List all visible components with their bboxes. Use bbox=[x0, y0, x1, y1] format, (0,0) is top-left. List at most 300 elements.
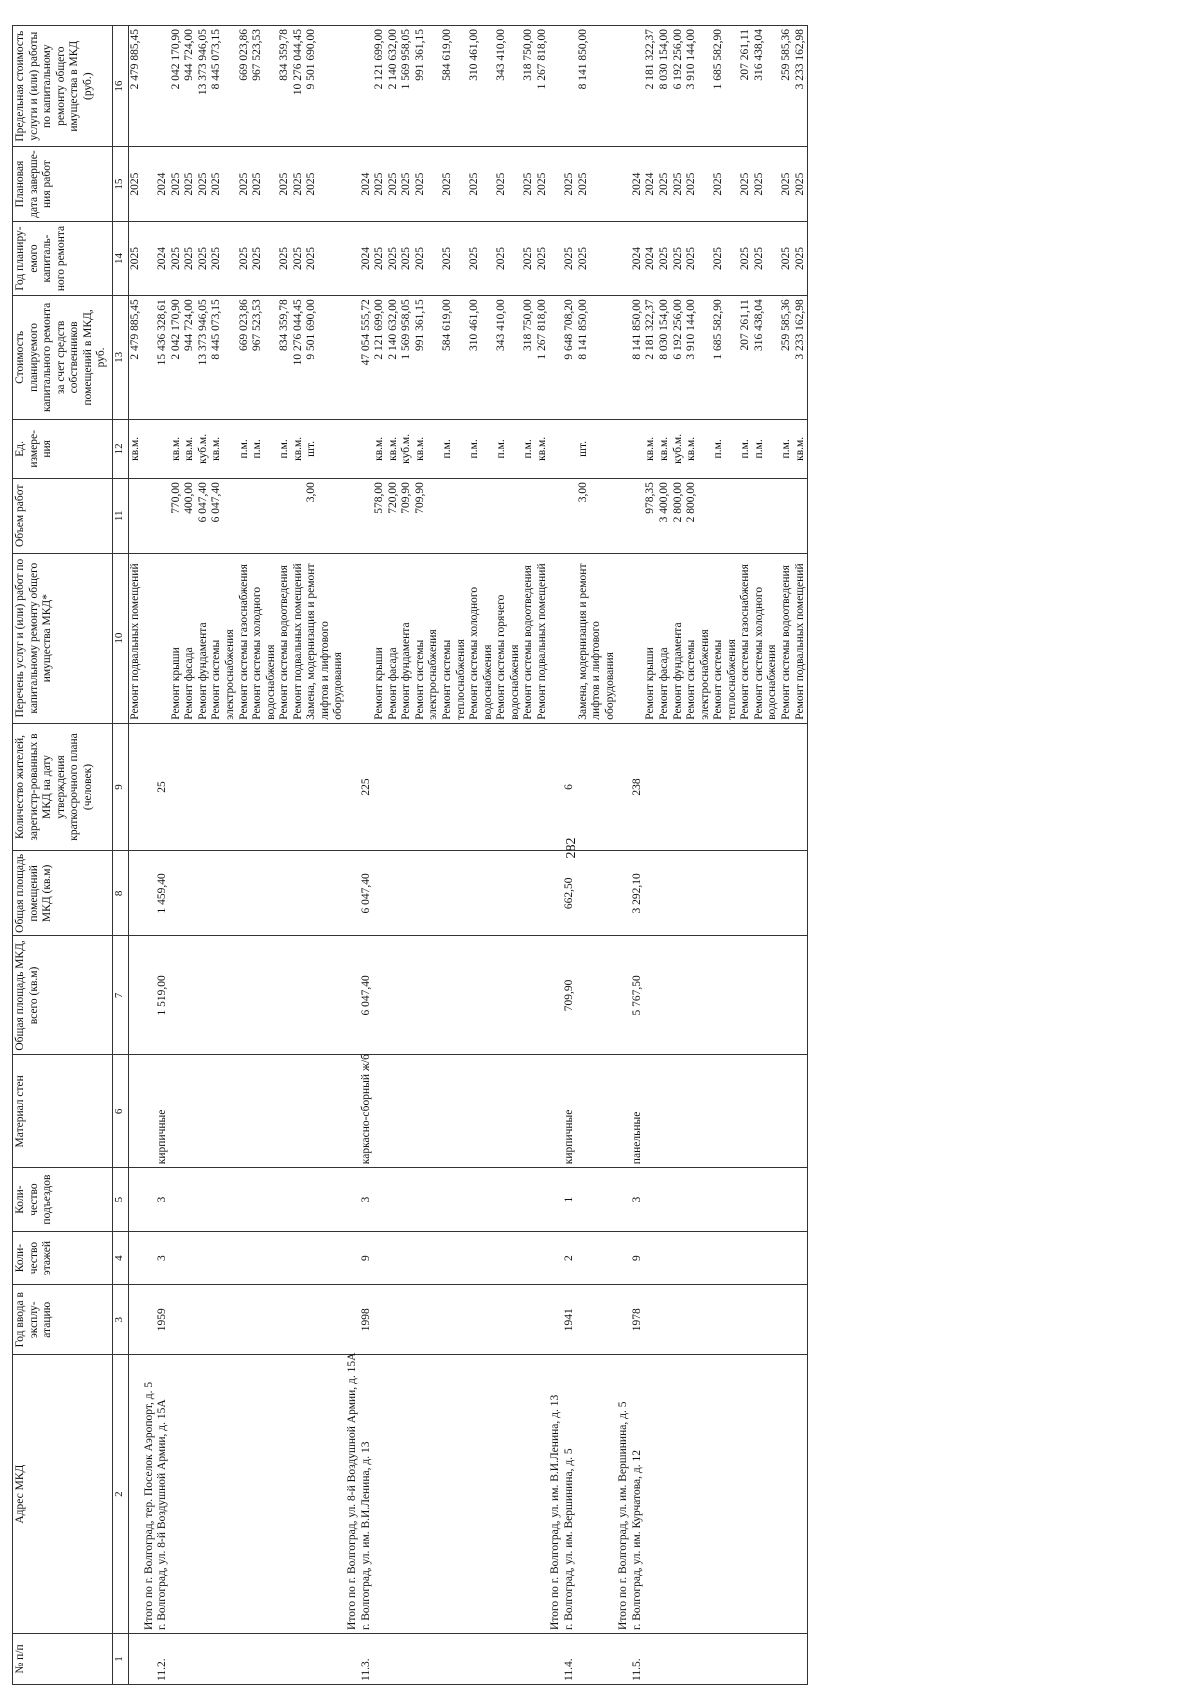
table-cell bbox=[129, 936, 143, 1055]
table-cell bbox=[549, 1285, 563, 1355]
table-row bbox=[156, 26, 170, 1685]
table-cell: 2025 bbox=[292, 221, 306, 295]
table-cell: кв.м. bbox=[170, 419, 184, 479]
table-cell: п.м. bbox=[278, 419, 292, 479]
table-cell bbox=[753, 1355, 780, 1634]
table-cell: 2025 bbox=[780, 147, 794, 221]
table-cell: Ремонт системы холодного водоснабжения bbox=[753, 553, 780, 723]
column-header: Стоимость планируемого капитального ремонта за счет средств собственников помещений в МКД, руб. bbox=[13, 296, 113, 419]
table-cell: 10 276 044,45 bbox=[292, 26, 306, 147]
table-cell bbox=[346, 419, 360, 479]
table-cell bbox=[739, 851, 753, 936]
table-cell bbox=[346, 723, 360, 851]
table-cell: 1 569 958,05 bbox=[400, 296, 414, 419]
table-cell bbox=[292, 1231, 306, 1284]
column-header: Год планиру-емого капиталь-ного ремонта bbox=[13, 221, 113, 295]
table-cell: 343 410,00 bbox=[495, 26, 522, 147]
table-cell: 2 479 885,45 bbox=[129, 26, 143, 147]
table-cell: г. Волгоград, ул. им. Вершинина, д. 5 bbox=[563, 1355, 577, 1634]
table-cell bbox=[414, 1355, 441, 1634]
table-cell bbox=[794, 1055, 808, 1168]
table-cell: п.м. bbox=[753, 419, 780, 479]
table-cell: Ремонт фундамента bbox=[197, 553, 211, 723]
table-row bbox=[278, 26, 292, 1685]
table-cell bbox=[739, 1231, 753, 1284]
table-cell: 2025 bbox=[183, 147, 197, 221]
table-cell: 2 bbox=[563, 1231, 577, 1284]
table-cell: 2025 bbox=[400, 147, 414, 221]
table-cell bbox=[685, 1285, 712, 1355]
table-cell: 2024 bbox=[631, 147, 645, 221]
column-header: Объем работ bbox=[13, 479, 113, 553]
table-cell bbox=[753, 1231, 780, 1284]
table-cell bbox=[170, 723, 184, 851]
table-cell bbox=[129, 1355, 143, 1634]
table-cell: шт. bbox=[305, 419, 346, 479]
table-cell bbox=[251, 1055, 278, 1168]
table-cell bbox=[658, 1355, 672, 1634]
table-cell bbox=[617, 1285, 631, 1355]
column-number: 12 bbox=[113, 419, 129, 479]
table-cell bbox=[617, 296, 631, 419]
table-cell bbox=[414, 1231, 441, 1284]
table-cell bbox=[129, 723, 143, 851]
table-cell bbox=[346, 1633, 360, 1684]
table-cell bbox=[495, 1633, 522, 1684]
table-cell: Ремонт системы холодного водоснабжения bbox=[468, 553, 495, 723]
table-row bbox=[251, 26, 278, 1685]
table-cell bbox=[549, 1168, 563, 1232]
table-cell: 1 267 818,00 bbox=[536, 26, 550, 147]
column-number: 7 bbox=[113, 936, 129, 1055]
table-cell bbox=[563, 479, 577, 553]
table-cell: 2025 bbox=[387, 147, 401, 221]
table-cell: 207 261,11 bbox=[739, 26, 753, 147]
table-cell: кв.м. bbox=[414, 419, 441, 479]
table-cell bbox=[536, 1231, 550, 1284]
table-cell: Ремонт фасада bbox=[658, 553, 672, 723]
table-cell: 2025 bbox=[414, 147, 441, 221]
table-row bbox=[644, 26, 658, 1685]
table-row bbox=[794, 26, 808, 1685]
table-cell bbox=[495, 1285, 522, 1355]
table-cell: 11.3. bbox=[360, 1633, 374, 1684]
table-cell: 6 192 256,00 bbox=[672, 296, 686, 419]
table-cell bbox=[156, 419, 170, 479]
table-cell: 2024 bbox=[644, 147, 658, 221]
table-cell bbox=[278, 1633, 292, 1684]
table-cell bbox=[400, 936, 414, 1055]
table-cell: 2025 bbox=[278, 221, 292, 295]
table-cell: 15 436 328,61 bbox=[156, 296, 170, 419]
table-cell bbox=[129, 1285, 143, 1355]
table-cell bbox=[577, 1285, 618, 1355]
table-cell bbox=[387, 1633, 401, 1684]
table-cell: Ремонт подвальных помещений bbox=[292, 553, 306, 723]
table-cell: 2025 bbox=[197, 147, 211, 221]
table-cell bbox=[685, 723, 712, 851]
table-cell bbox=[577, 1231, 618, 1284]
table-cell bbox=[292, 1633, 306, 1684]
table-cell bbox=[672, 1633, 686, 1684]
table-cell bbox=[278, 723, 292, 851]
table-cell bbox=[549, 1055, 563, 1168]
table-cell bbox=[292, 851, 306, 936]
table-cell bbox=[387, 1168, 401, 1232]
table-cell bbox=[210, 1633, 237, 1684]
table-cell bbox=[183, 1355, 197, 1634]
table-cell: 3 bbox=[156, 1231, 170, 1284]
table-cell bbox=[197, 1168, 211, 1232]
header-row bbox=[13, 26, 113, 1685]
table-cell: 9 501 690,00 bbox=[305, 26, 346, 147]
table-cell: 2 121 699,00 bbox=[373, 26, 387, 147]
table-cell bbox=[360, 479, 374, 553]
table-cell bbox=[387, 851, 401, 936]
table-cell bbox=[251, 851, 278, 936]
table-cell bbox=[780, 1633, 794, 1684]
table-cell: 318 750,00 bbox=[522, 26, 536, 147]
table-cell: г. Волгоград, ул. 8-й Воздушной Армии, д. 15А bbox=[156, 1355, 170, 1634]
table-cell: 25 bbox=[156, 723, 170, 851]
table-cell: Ремонт системы теплоснабжения bbox=[441, 553, 468, 723]
table-cell bbox=[373, 1055, 387, 1168]
table-cell: куб.м. bbox=[672, 419, 686, 479]
table-cell bbox=[305, 1285, 346, 1355]
table-cell bbox=[672, 1168, 686, 1232]
table-cell: п.м. bbox=[522, 419, 536, 479]
table-cell: кв.м. bbox=[685, 419, 712, 479]
table-cell bbox=[468, 851, 495, 936]
table-cell bbox=[251, 1285, 278, 1355]
table-cell bbox=[278, 851, 292, 936]
table-cell: 2025 bbox=[129, 147, 143, 221]
table-cell: 967 523,53 bbox=[251, 296, 278, 419]
table-cell: 259 585,36 bbox=[780, 26, 794, 147]
table-row bbox=[753, 26, 780, 1685]
table-cell: 709,90 bbox=[414, 479, 441, 553]
table-cell bbox=[278, 936, 292, 1055]
table-cell: 2025 bbox=[170, 147, 184, 221]
table-cell bbox=[794, 1355, 808, 1634]
table-cell bbox=[305, 936, 346, 1055]
table-cell: 2025 bbox=[712, 147, 739, 221]
table-cell: 1 569 958,05 bbox=[400, 26, 414, 147]
table-cell bbox=[441, 1055, 468, 1168]
table-cell bbox=[536, 1633, 550, 1684]
table-cell bbox=[577, 1055, 618, 1168]
column-number: 16 bbox=[113, 26, 129, 147]
table-cell bbox=[495, 1231, 522, 1284]
table-cell bbox=[712, 723, 739, 851]
table-cell bbox=[305, 1633, 346, 1684]
table-cell: 662,50 bbox=[563, 851, 577, 936]
table-cell bbox=[617, 221, 631, 295]
table-cell bbox=[522, 1055, 536, 1168]
table-cell bbox=[549, 936, 563, 1055]
table-row bbox=[400, 26, 414, 1685]
table-cell bbox=[617, 479, 631, 553]
table-cell: Ремонт подвальных помещений bbox=[536, 553, 550, 723]
table-cell bbox=[170, 1231, 184, 1284]
table-cell: 8 445 073,15 bbox=[210, 26, 237, 147]
table-cell bbox=[143, 419, 157, 479]
table-cell: Ремонт системы газоснабжения bbox=[739, 553, 753, 723]
table-cell: 8 030 154,00 bbox=[658, 26, 672, 147]
column-number: 13 bbox=[113, 296, 129, 419]
table-row bbox=[129, 26, 143, 1685]
table-cell bbox=[549, 296, 563, 419]
table-cell: 2025 bbox=[414, 221, 441, 295]
table-cell bbox=[563, 419, 577, 479]
table-cell bbox=[238, 936, 252, 1055]
table-cell bbox=[563, 553, 577, 723]
table-cell bbox=[522, 1285, 536, 1355]
table-row bbox=[495, 26, 522, 1685]
table-cell: 2025 bbox=[183, 221, 197, 295]
table-cell bbox=[129, 1168, 143, 1232]
table-cell bbox=[183, 1231, 197, 1284]
table-cell bbox=[183, 1168, 197, 1232]
table-cell: 3 400,00 bbox=[658, 479, 672, 553]
table-cell: Ремонт системы водоотведения bbox=[278, 553, 292, 723]
column-header: Количество жителей, зарегистр-рованных в МКД на дату утверждения краткосрочного плана (человек) bbox=[13, 723, 113, 851]
table-cell: Ремонт системы газоснабжения bbox=[238, 553, 252, 723]
table-cell bbox=[129, 1231, 143, 1284]
table-cell bbox=[739, 1055, 753, 1168]
table-cell bbox=[536, 851, 550, 936]
table-cell bbox=[617, 936, 631, 1055]
table-cell: 310 461,00 bbox=[468, 26, 495, 147]
table-cell bbox=[712, 479, 739, 553]
table-cell bbox=[577, 1168, 618, 1232]
column-number: 9 bbox=[113, 723, 129, 851]
table-row bbox=[414, 26, 441, 1685]
table-cell: 2 140 632,00 bbox=[387, 26, 401, 147]
column-header: Коли-чество подъездов bbox=[13, 1168, 113, 1232]
column-number: 14 bbox=[113, 221, 129, 295]
table-cell bbox=[658, 1285, 672, 1355]
column-header: Общая площадь МКД, всего (кв.м) bbox=[13, 936, 113, 1055]
page-number: 282 bbox=[564, 837, 579, 859]
table-cell: 225 bbox=[360, 723, 374, 851]
table-row bbox=[197, 26, 211, 1685]
table-cell: 2025 bbox=[292, 147, 306, 221]
table-cell bbox=[685, 1055, 712, 1168]
table-cell: 2025 bbox=[672, 147, 686, 221]
table-cell bbox=[278, 1231, 292, 1284]
table-cell bbox=[400, 1355, 414, 1634]
table-cell bbox=[753, 1285, 780, 1355]
table-cell bbox=[495, 851, 522, 936]
table-cell bbox=[170, 1355, 184, 1634]
table-cell bbox=[577, 1355, 618, 1634]
table-cell: куб.м. bbox=[197, 419, 211, 479]
table-cell: Ремонт фасада bbox=[387, 553, 401, 723]
table-row bbox=[238, 26, 252, 1685]
table-cell bbox=[644, 851, 658, 936]
table-cell: 207 261,11 bbox=[739, 296, 753, 419]
table-cell bbox=[210, 851, 237, 936]
column-header: Коли-чество этажей bbox=[13, 1231, 113, 1284]
column-number: 3 bbox=[113, 1285, 129, 1355]
table-row bbox=[536, 26, 550, 1685]
table-cell bbox=[495, 936, 522, 1055]
table-cell bbox=[712, 1231, 739, 1284]
table-cell: 6 bbox=[563, 723, 577, 851]
table-cell bbox=[672, 723, 686, 851]
table-cell bbox=[522, 1168, 536, 1232]
column-header: № п/п bbox=[13, 1633, 113, 1684]
table-cell bbox=[170, 851, 184, 936]
table-cell: 3 910 144,00 bbox=[685, 26, 712, 147]
table-cell: 2025 bbox=[712, 221, 739, 295]
table-cell: 2025 bbox=[373, 221, 387, 295]
table-cell: Ремонт фасада bbox=[183, 553, 197, 723]
table-cell: 2 042 170,90 bbox=[170, 26, 184, 147]
table-cell bbox=[617, 1231, 631, 1284]
table-cell: 2024 bbox=[156, 147, 170, 221]
table-cell bbox=[658, 936, 672, 1055]
table-cell: 6 047,40 bbox=[360, 851, 374, 936]
table-cell: 3 bbox=[360, 1168, 374, 1232]
table-cell bbox=[346, 1231, 360, 1284]
table-cell bbox=[753, 936, 780, 1055]
table-cell: кв.м. bbox=[387, 419, 401, 479]
table-cell: п.м. bbox=[251, 419, 278, 479]
table-cell: 1 bbox=[563, 1168, 577, 1232]
table-cell bbox=[672, 1055, 686, 1168]
table-cell bbox=[495, 1355, 522, 1634]
table-cell: Ремонт системы электроснабжения bbox=[685, 553, 712, 723]
table-cell bbox=[238, 723, 252, 851]
table-row bbox=[563, 26, 577, 1685]
table-cell bbox=[685, 1355, 712, 1634]
table-cell bbox=[536, 1168, 550, 1232]
table-cell: п.м. bbox=[712, 419, 739, 479]
table-cell bbox=[170, 1285, 184, 1355]
table-row bbox=[672, 26, 686, 1685]
table-cell: Ремонт подвальных помещений bbox=[129, 553, 143, 723]
table-cell bbox=[644, 1285, 658, 1355]
column-number: 11 bbox=[113, 479, 129, 553]
table-cell bbox=[522, 1633, 536, 1684]
table-cell bbox=[495, 723, 522, 851]
table-cell: 2025 bbox=[739, 221, 753, 295]
table-row bbox=[143, 26, 157, 1685]
table-cell: 3 233 162,98 bbox=[794, 296, 808, 419]
table-cell bbox=[522, 723, 536, 851]
table-cell bbox=[346, 936, 360, 1055]
table-cell bbox=[305, 851, 346, 936]
table-cell bbox=[197, 723, 211, 851]
table-cell: г. Волгоград, ул. им. Курчатова, д. 12 bbox=[631, 1355, 645, 1634]
table-cell: кв.м. bbox=[129, 419, 143, 479]
table-cell: 11.4. bbox=[563, 1633, 577, 1684]
table-cell bbox=[780, 1231, 794, 1284]
table-cell bbox=[672, 1285, 686, 1355]
table-cell bbox=[441, 479, 468, 553]
table-cell: 316 438,04 bbox=[753, 296, 780, 419]
table-cell: 709,90 bbox=[563, 936, 577, 1055]
table-cell bbox=[685, 851, 712, 936]
table-cell: 2 042 170,90 bbox=[170, 296, 184, 419]
table-cell bbox=[780, 723, 794, 851]
table-cell: 991 361,15 bbox=[414, 296, 441, 419]
table-cell bbox=[753, 1055, 780, 1168]
table-cell bbox=[441, 1285, 468, 1355]
table-cell: 2025 bbox=[753, 147, 780, 221]
table-cell bbox=[644, 1633, 658, 1684]
table-cell bbox=[549, 1633, 563, 1684]
table-cell bbox=[400, 1055, 414, 1168]
table-cell: 2025 bbox=[441, 221, 468, 295]
table-cell bbox=[129, 1633, 143, 1684]
table-cell: Ремонт системы электроснабжения bbox=[210, 553, 237, 723]
table-cell bbox=[794, 479, 808, 553]
table-cell: 9 501 690,00 bbox=[305, 296, 346, 419]
table-cell bbox=[360, 553, 374, 723]
table-cell bbox=[658, 851, 672, 936]
table-cell bbox=[441, 1231, 468, 1284]
table-cell bbox=[373, 1231, 387, 1284]
table-cell bbox=[549, 419, 563, 479]
table-cell: Итого по г. Волгоград, тер. Поселок Аэропорт, д. 5 bbox=[143, 1355, 157, 1634]
table-cell: 3 292,10 bbox=[631, 851, 645, 936]
table-cell bbox=[210, 723, 237, 851]
table-cell bbox=[143, 147, 157, 221]
table-cell: 1 459,40 bbox=[156, 851, 170, 936]
table-cell bbox=[780, 479, 794, 553]
table-cell bbox=[387, 1231, 401, 1284]
table-cell: кв.м. bbox=[644, 419, 658, 479]
table-cell: Ремонт фундамента bbox=[400, 553, 414, 723]
table-cell: 2 121 699,00 bbox=[373, 296, 387, 419]
table-cell: 8 030 154,00 bbox=[658, 296, 672, 419]
table-cell: 3 bbox=[631, 1168, 645, 1232]
table-cell bbox=[685, 1231, 712, 1284]
table-cell bbox=[644, 1168, 658, 1232]
table-cell bbox=[468, 936, 495, 1055]
table-cell: Ремонт системы водоотведения bbox=[780, 553, 794, 723]
table-cell bbox=[346, 1285, 360, 1355]
table-cell: 2025 bbox=[468, 147, 495, 221]
table-cell bbox=[238, 1285, 252, 1355]
table-cell: п.м. bbox=[468, 419, 495, 479]
table-cell: 2025 bbox=[251, 221, 278, 295]
table-cell bbox=[387, 723, 401, 851]
table-cell: 2025 bbox=[238, 147, 252, 221]
table-cell: Ремонт фундамента bbox=[672, 553, 686, 723]
table-cell bbox=[685, 1633, 712, 1684]
table-cell: кв.м. bbox=[794, 419, 808, 479]
table-cell: 2025 bbox=[495, 221, 522, 295]
table-cell: п.м. bbox=[780, 419, 794, 479]
table-cell bbox=[685, 936, 712, 1055]
table-cell bbox=[197, 1231, 211, 1284]
column-header: Перечень услуг и (или) работ по капитальному ремонту общего имущества МКД* bbox=[13, 553, 113, 723]
table-cell bbox=[373, 1168, 387, 1232]
table-row bbox=[346, 26, 360, 1685]
table-cell: 9 648 708,20 bbox=[563, 296, 577, 419]
table-cell: 2025 bbox=[794, 221, 808, 295]
table-cell bbox=[617, 147, 631, 221]
table-cell bbox=[400, 1168, 414, 1232]
table-cell bbox=[251, 936, 278, 1055]
table-cell: Итого по г. Волгоград, ул. им. Вершинина, д. 5 bbox=[617, 1355, 631, 1634]
table-cell bbox=[292, 1055, 306, 1168]
table-cell bbox=[143, 723, 157, 851]
